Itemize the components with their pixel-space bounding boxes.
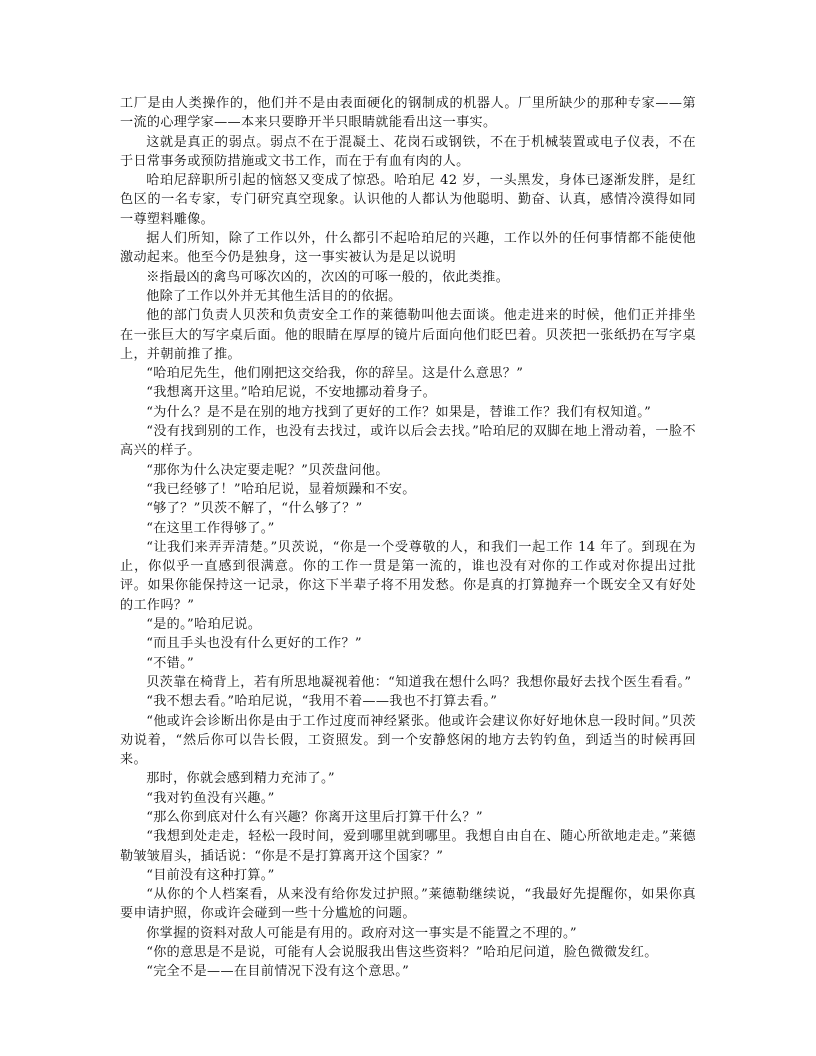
paragraph: 哈珀尼辞职所引起的恼怒又变成了惊恐。哈珀尼 42 岁，一头黑发，身体已逐渐发胖，是红色区的一名专家，专门研究真空现象。认识他的人都认为他聪明、勤奋、认真，感情冷漠得如同一尊塑料雕像。	[120, 173, 696, 227]
footnote-paragraph: ※指最凶的禽鸟可啄次凶的，次凶的可啄一般的，依此类推。	[146, 269, 510, 285]
dialogue-line: “没有找到别的工作，也没有去找过，或许以后会去找。”哈珀尼的双脚在地上滑动着，一脸不高兴的样子。	[120, 424, 696, 459]
dialogue-line: “在这里工作得够了。”	[146, 520, 275, 536]
paragraph: 这就是真正的弱点。弱点不在于混凝土、花岗石或钢铁，不在于机械装置或电子仪表，不在于日常事务或预防措施或文书工作，而在于有血有肉的人。	[120, 134, 696, 169]
dialogue-line: “我想到处走走，轻松一段时间，爱到哪里就到哪里。我想自由自在、随心所欲地走走。”莱德勒皱皱眉头，插话说：“你是不是打算离开这个国家？”	[120, 829, 696, 864]
dialogue-line: “哈珀尼先生，他们刚把这交给我，你的辞呈。这是什么意思？”	[146, 366, 524, 382]
dialogue-line: 你掌握的资料对敌人可能是有用的。政府对这一事实是不能置之不理的。”	[146, 925, 577, 941]
dialogue-line: “我已经够了！”哈珀尼说，显着烦躁和不安。	[146, 481, 416, 497]
dialogue-line: 贝茨靠在椅背上，若有所思地凝视着他：“知道我在想什么吗？我想你最好去找个医生看看。”	[146, 674, 692, 690]
dialogue-line: “目前没有这种打算。”	[146, 867, 275, 883]
paragraph: 据人们所知，除了工作以外，什么都引不起哈珀尼的兴趣，工作以外的任何事情都不能使他激动起来。他至今仍是独身，这一事实被认为是足以说明	[120, 231, 696, 266]
dialogue-line: “够了？”贝茨不解了，“什么够了？”	[146, 501, 363, 517]
dialogue-line: “而且手头也没有什么更好的工作？”	[146, 636, 362, 652]
dialogue-line: “从你的个人档案看，从来没有给你发过护照。”莱德勒继续说，“我最好先提醒你，如果你真要申请护照，你或许会碰到一些十分尴尬的问题。	[120, 887, 696, 922]
dialogue-line: “不错。”	[146, 655, 195, 671]
dialogue-line: “他或许会诊断出你是由于工作过度而神经紧张。他或许会建议你好好地休息一段时间。”贝茨劝说着，“然后你可以告长假，工资照发。到一个安静悠闲的地方去钓钓鱼，到适当的时候再回来。	[120, 713, 696, 768]
paragraph: 工厂是由人类操作的，他们并不是由表面硬化的钢制成的机器人。厂里所缺少的那种专家——第一流的心理学家——本来只要睁开半只眼睛就能看出这一事实。	[120, 96, 696, 131]
dialogue-line: “那你为什么决定要走呢？”贝茨盘问他。	[146, 462, 389, 478]
dialogue-line: “我想离开这里。”哈珀尼说，不安地挪动着身子。	[146, 385, 437, 401]
dialogue-line: “我对钓鱼没有兴趣。”	[146, 790, 275, 806]
dialogue-line: “你的意思是不是说，可能有人会说服我出售这些资料？”哈珀尼问道，脸色微微发红。	[146, 945, 658, 961]
dialogue-line: “是的。”哈珀尼说。	[146, 617, 262, 633]
dialogue-line: “为什么？是不是在别的地方找到了更好的工作？如果是，替谁工作？我们有权知道。”	[146, 404, 652, 420]
dialogue-line: 那时，你就会感到精力充沛了。”	[146, 771, 335, 787]
paragraph: 他除了工作以外并无其他生活目的的依据。	[146, 288, 402, 304]
dialogue-line: “我不想去看。”哈珀尼说，“我用不着——我也不打算去看。”	[146, 694, 498, 710]
dialogue-line: “完全不是——在目前情况下没有这个意思。”	[146, 964, 410, 980]
document-body	[120, 94, 696, 982]
dialogue-line: “让我们来弄弄清楚。”贝茨说，“你是一个受尊敬的人，和我们一起工作 14 年了。到现在为止，你似乎一直感到很满意。你的工作一贯是第一流的，谁也没有对你的工作或对你提出过批评。如果你能保持这一记录，你这下半辈子将不用发愁。你是真的打算抛弃一个既安全又有好处的工作吗？”	[120, 539, 696, 613]
paragraph: 他的部门负责人贝茨和负责安全工作的莱德勒叫他去面谈。他走进来的时候，他们正并排坐在一张巨大的写字桌后面。他的眼睛在厚厚的镜片后面向他们眨巴着。贝茨把一张纸扔在写字桌上，并朝前推了推。	[120, 308, 696, 362]
dialogue-line: “那么你到底对什么有兴趣？你离开这里后打算干什么？”	[146, 809, 483, 825]
